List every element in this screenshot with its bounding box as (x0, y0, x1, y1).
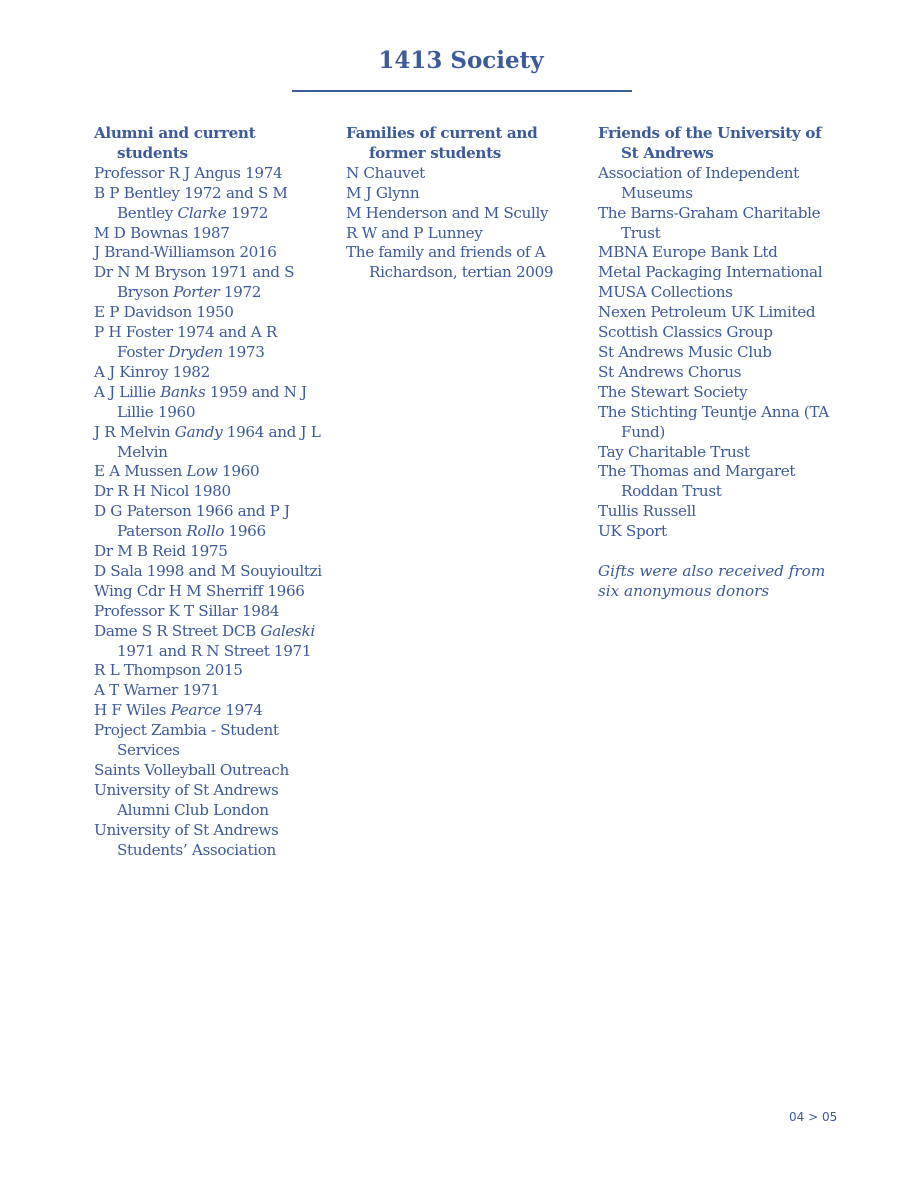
donor-entry (94, 761, 326, 781)
donor-entry (94, 562, 326, 582)
donor-entry (94, 661, 326, 681)
donor-text: D G Paterson 1966 and P J Paterson (94, 502, 290, 541)
maiden-name: Gandy (174, 422, 223, 441)
donor-entry (598, 343, 833, 363)
donor-entry (346, 164, 586, 184)
donor-entry (598, 502, 833, 522)
donor-text: Dr N M Bryson 1971 and S Bryson (94, 263, 295, 302)
donor-entry (94, 224, 326, 244)
donor-text: The Barns-Graham Charitable Trust (598, 203, 821, 242)
donor-text: The Thomas and Margaret Roddan Trust (598, 462, 796, 501)
donor-text: University of St Andrews Students’ Association (94, 820, 279, 859)
donor-text: Scottish Classics Group (598, 323, 773, 342)
donor-entry (598, 263, 833, 283)
donor-text: 1964 and J L Melvin (117, 422, 321, 461)
donor-text: R L Thompson 2015 (94, 661, 243, 680)
maiden-name: Low (186, 462, 218, 481)
column-families (346, 124, 586, 283)
donor-entry (94, 542, 326, 562)
donor-text: P H Foster 1974 and A R Foster (94, 323, 277, 361)
donor-entry (94, 243, 326, 263)
donor-text: M J Glynn (346, 183, 420, 202)
donor-text: M D Bownas 1987 (94, 223, 230, 242)
anonymous-donors-note: Gifts were also received from six anonymous donors (598, 562, 826, 600)
donor-entry (598, 303, 833, 323)
donor-text: Tay Charitable Trust (598, 442, 750, 461)
donor-text: 1960 (217, 462, 260, 481)
donor-entry (94, 363, 326, 383)
donor-entry (94, 263, 326, 303)
donor-text: Saints Volleyball Outreach (94, 761, 289, 779)
donor-text: MBNA Europe Bank Ltd (598, 243, 778, 262)
donor-entry (598, 204, 833, 244)
donor-text: UK Sport (598, 522, 667, 541)
donor-text: University of St Andrews Alumni Club London (94, 780, 279, 819)
page-number: 04 > 05 (789, 1110, 838, 1124)
donor-entry (94, 622, 326, 662)
donor-entry (598, 462, 833, 502)
donor-text: 1973 (222, 342, 265, 361)
donor-text: Dr R H Nicol 1980 (94, 482, 231, 501)
donor-text: 1972 (219, 283, 262, 302)
column-alumni (94, 124, 326, 861)
donor-text: E A Mussen (94, 462, 187, 481)
donor-entry (94, 164, 326, 184)
donor-text: Tullis Russell (598, 502, 696, 521)
maiden-name: Banks (160, 382, 206, 401)
donor-text: H F Wiles (94, 701, 171, 720)
donor-text: N Chauvet (346, 163, 425, 182)
title-underline (292, 90, 632, 92)
donor-entry (346, 224, 586, 244)
donor-entry (94, 701, 326, 721)
donor-entry (598, 164, 833, 204)
donor-entry (94, 821, 326, 861)
donor-entry (598, 363, 833, 383)
page-title: 1413 Society (378, 47, 544, 74)
donor-text: 1974 (220, 701, 263, 720)
donor-text: R W and P Lunney (346, 223, 483, 242)
donor-text: 1966 (224, 522, 266, 541)
donor-text: A J Lillie (94, 382, 161, 401)
donor-list (94, 164, 326, 861)
donor-entry (598, 403, 833, 443)
donor-text: Metal Packaging International (598, 263, 823, 282)
column-heading: Friends of the University of St Andrews (598, 124, 822, 162)
donor-entry (94, 502, 326, 542)
maiden-name: Porter (173, 283, 220, 302)
donor-text: M Henderson and M Scully (346, 203, 549, 222)
donor-text: St Andrews Chorus (598, 362, 742, 381)
donor-entry (598, 443, 833, 463)
donor-entry (94, 482, 326, 502)
donor-text: 1972 (226, 203, 269, 222)
donor-entry (346, 184, 586, 204)
maiden-name: Pearce (170, 701, 221, 720)
donor-entry (598, 243, 833, 263)
donor-text: Dr M B Reid 1975 (94, 542, 228, 561)
donor-text: Professor R J Angus 1974 (94, 163, 283, 182)
donor-entry (94, 462, 326, 482)
donor-entry (598, 383, 833, 403)
donor-list (346, 164, 586, 283)
donor-text: D Sala 1998 and M Souyioultzi (94, 561, 322, 580)
donor-entry (598, 522, 833, 542)
donor-text: 1959 and N J Lillie 1960 (117, 382, 307, 421)
donor-entry (94, 184, 326, 224)
donor-text: The Stewart Society (598, 382, 748, 401)
donor-entry (94, 781, 326, 821)
donor-text: Dame S R Street DCB (94, 621, 261, 640)
donor-entry (94, 383, 326, 423)
donor-text: The Stichting Teuntje Anna (TA Fund) (598, 402, 829, 441)
donor-text: The family and friends of A Richardson, tertian 2009 (346, 243, 554, 282)
donor-text: A T Warner 1971 (94, 681, 220, 700)
maiden-name: Clarke (177, 203, 227, 222)
donor-text: J Brand-Williamson 2016 (94, 243, 277, 262)
donor-list (598, 164, 833, 542)
column-heading: Alumni and current students (94, 124, 256, 162)
donor-text: J R Melvin (94, 422, 175, 441)
column-heading: Families of current and former students (346, 124, 538, 162)
donor-text: 1971 and R N Street 1971 (117, 641, 312, 660)
donor-entry (346, 204, 586, 224)
donor-text: Nexen Petroleum UK Limited (598, 303, 816, 322)
donor-entry (94, 721, 326, 761)
donor-text: E P Davidson 1950 (94, 303, 234, 322)
donor-entry (94, 602, 326, 622)
donor-text: Professor K T Sillar 1984 (94, 601, 280, 620)
donor-text: MUSA Collections (598, 283, 733, 302)
maiden-name: Galeski (260, 621, 315, 640)
donor-entry (94, 423, 326, 463)
donor-text: St Andrews Music Club (598, 342, 772, 361)
donor-text: Project Zambia - Student Services (94, 721, 279, 760)
donor-entry (346, 243, 586, 283)
donor-entry (94, 303, 326, 323)
maiden-name: Dryden (168, 342, 223, 361)
donor-entry (94, 323, 326, 363)
donor-entry (94, 681, 326, 701)
donor-entry (94, 582, 326, 602)
donor-entry (598, 323, 833, 343)
donor-text: Wing Cdr H M Sherriff 1966 (94, 581, 305, 600)
donor-text: Association of Independent Museums (598, 163, 799, 202)
donor-text: B P Bentley 1972 and S M Bentley (94, 183, 288, 222)
donor-entry (598, 283, 833, 303)
donor-text: A J Kinroy 1982 (94, 362, 210, 381)
column-friends (598, 124, 833, 602)
maiden-name: Rollo (186, 522, 225, 541)
